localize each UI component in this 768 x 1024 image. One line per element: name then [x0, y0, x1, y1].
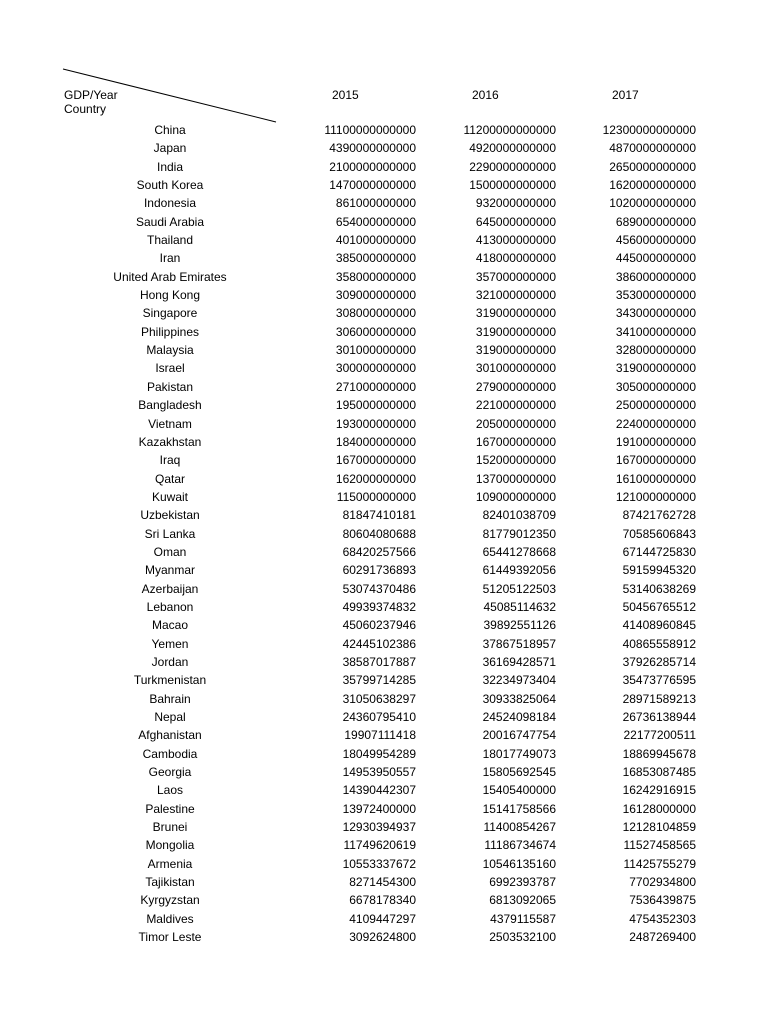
gdp-2016-cell: 319000000000: [475, 324, 556, 339]
country-cell: Tajikistan: [145, 875, 195, 890]
country-cell: Yemen: [151, 636, 189, 651]
gdp-2016-cell: 418000000000: [475, 251, 556, 266]
gdp-2017-cell: 121000000000: [615, 489, 696, 504]
gdp-2016-cell: 167000000000: [475, 434, 556, 449]
gdp-2016-cell: 932000000000: [475, 196, 556, 211]
table-row: [0, 396, 768, 414]
gdp-2016-cell: 137000000000: [475, 471, 556, 486]
country-cell: Sri Lanka: [144, 526, 196, 541]
table-row: [0, 745, 768, 763]
gdp-2015-cell: 308000000000: [335, 306, 416, 321]
gdp-2017-cell: 12128104859: [622, 820, 696, 835]
gdp-2016-cell: 24524098184: [482, 710, 556, 724]
gdp-2017-cell: 386000000000: [615, 269, 696, 284]
gdp-2016-cell: 30933825064: [482, 691, 556, 706]
country-cell: Myanmar: [144, 563, 195, 578]
table-row: [0, 231, 768, 249]
gdp-2015-cell: 18049954289: [342, 746, 416, 761]
gdp-2017-cell: 18869945678: [622, 746, 696, 761]
gdp-2015-cell: 81847410181: [342, 508, 416, 523]
gdp-2016-cell: 205000000000: [475, 416, 556, 431]
table-row: [0, 158, 768, 176]
table-row: [0, 580, 768, 598]
gdp-2017-cell: 12300000000000: [602, 123, 696, 137]
gdp-2016-cell: 45085114632: [483, 599, 556, 614]
gdp-2017-cell: 4754352303: [629, 911, 696, 926]
gdp-2017-cell: 305000000000: [615, 379, 696, 394]
gdp-2016-cell: 18017749073: [482, 746, 556, 761]
gdp-2016-cell: 10546135160: [482, 856, 556, 871]
gdp-2017-cell: 445000000000: [615, 251, 696, 266]
gdp-2015-cell: 195000000000: [335, 398, 416, 413]
table-row: [0, 213, 768, 231]
gdp-2015-cell: 53074370486: [342, 581, 416, 596]
gdp-2015-cell: 401000000000: [335, 233, 416, 248]
country-cell: India: [156, 159, 184, 174]
year-header-2016: 2016: [472, 88, 499, 102]
table-row: [0, 873, 768, 891]
country-cell: Turkmenistan: [133, 673, 207, 688]
table-row: [0, 268, 768, 286]
table-row: [0, 121, 768, 139]
gdp-2016-cell: 357000000000: [475, 269, 556, 284]
year-header-2015: 2015: [332, 88, 359, 102]
gdp-2017-cell: 87421762728: [622, 508, 696, 523]
gdp-2017-cell: 353000000000: [615, 288, 696, 303]
gdp-2015-cell: 306000000000: [335, 324, 416, 339]
year-header-2017: 2017: [612, 88, 639, 102]
table-row: [0, 433, 768, 451]
gdp-2015-cell: 49939374832: [342, 599, 416, 614]
country-cell: Macao: [151, 618, 189, 633]
gdp-2015-cell: 24360795410: [342, 710, 416, 724]
gdp-2015-cell: 115000000000: [336, 489, 416, 504]
gdp-2016-cell: 413000000000: [475, 233, 556, 248]
gdp-2016-cell: 20016747754: [482, 728, 556, 743]
gdp-2017-cell: 16853087485: [622, 765, 696, 780]
gdp-2015-cell: 42445102386: [342, 636, 416, 651]
country-cell: Hong Kong: [139, 288, 201, 303]
gdp-2015-cell: 11100000000000: [324, 123, 416, 137]
gdp-2017-cell: 319000000000: [615, 361, 696, 376]
country-cell: Israel: [155, 361, 185, 376]
gdp-2015-cell: 80604080688: [342, 526, 416, 541]
country-cell: China: [154, 123, 186, 137]
country-cell: Cambodia: [142, 746, 198, 761]
country-cell: Thailand: [146, 233, 194, 248]
table-row: [0, 341, 768, 359]
gdp-2016-cell: 152000000000: [475, 453, 556, 468]
gdp-2016-cell: 321000000000: [475, 288, 556, 303]
country-cell: Azerbaijan: [141, 581, 199, 596]
gdp-2017-cell: 67144725830: [622, 544, 696, 559]
corner-header-cell: [64, 88, 118, 116]
gdp-2016-cell: 301000000000: [475, 361, 556, 376]
gdp-2015-cell: 19907111418: [344, 728, 416, 743]
country-cell: Kyrgyzstan: [140, 893, 200, 908]
gdp-2015-cell: 14390442307: [342, 783, 416, 798]
gdp-2016-cell: 2503532100: [489, 930, 556, 945]
gdp-2017-cell: 35473776595: [622, 673, 696, 688]
gdp-2016-cell: 65441278668: [482, 544, 556, 559]
country-cell: Maldives: [146, 911, 194, 926]
table-row: [0, 910, 768, 928]
table-row: [0, 653, 768, 671]
table-row: [0, 616, 768, 634]
table-row: [0, 323, 768, 341]
gdp-2016-cell: 319000000000: [475, 343, 556, 358]
table-row: [0, 855, 768, 873]
table-row: [0, 818, 768, 836]
gdp-2015-cell: 301000000000: [335, 343, 416, 358]
gdp-2016-cell: 1500000000000: [469, 178, 556, 193]
country-cell: Bangladesh: [138, 398, 202, 413]
table-row: [0, 470, 768, 488]
table-row: [0, 451, 768, 469]
country-cell: South Korea: [136, 178, 204, 193]
gdp-2015-cell: 193000000000: [335, 416, 416, 431]
gdp-2015-cell: 13972400000: [342, 801, 416, 816]
table-row: [0, 525, 768, 543]
gdp-2016-cell: 645000000000: [475, 214, 556, 229]
gdp-2016-cell: 6992393787: [489, 875, 556, 890]
gdp-2017-cell: 53140638269: [622, 581, 696, 596]
table-row: [0, 708, 768, 726]
gdp-2015-cell: 271000000000: [335, 379, 416, 394]
gdp-2017-cell: 1620000000000: [609, 178, 696, 193]
gdp-2015-cell: 385000000000: [335, 251, 416, 266]
gdp-2015-cell: 4109447297: [349, 911, 416, 926]
table-row: [0, 139, 768, 157]
gdp-2016-cell: 4920000000000: [469, 141, 556, 156]
gdp-2016-cell: 319000000000: [475, 306, 556, 321]
gdp-2017-cell: 11527458565: [623, 838, 696, 853]
table-row: [0, 891, 768, 909]
gdp-2015-cell: 8271454300: [349, 875, 416, 890]
gdp-2017-cell: 2650000000000: [609, 159, 696, 174]
gdp-2015-cell: 38587017887: [342, 654, 416, 669]
gdp-2015-cell: 4390000000000: [329, 141, 416, 156]
gdp-2015-cell: 2100000000000: [329, 159, 416, 174]
table-row: [0, 176, 768, 194]
gdp-2016-cell: 11186734674: [484, 838, 556, 853]
gdp-2015-cell: 300000000000: [335, 361, 416, 376]
gdp-2016-cell: 36169428571: [482, 654, 556, 669]
gdp-2015-cell: 861000000000: [335, 196, 416, 211]
gdp-2015-cell: 309000000000: [335, 288, 416, 303]
country-cell: Iran: [159, 251, 181, 266]
country-cell: Bahrain: [149, 691, 191, 706]
gdp-2016-cell: 61449392056: [482, 563, 556, 578]
country-cell: Vietnam: [148, 416, 192, 431]
header-diagonal-divider: [0, 0, 768, 140]
gdp-2015-cell: 35799714285: [342, 673, 416, 688]
gdp-2017-cell: 328000000000: [615, 343, 696, 358]
gdp-2017-cell: 4870000000000: [609, 141, 696, 156]
country-cell: United Arab Emirates: [113, 269, 227, 284]
gdp-2017-cell: 250000000000: [615, 398, 696, 413]
gdp-2017-cell: 11425755279: [623, 856, 696, 871]
gdp-2015-cell: 6678178340: [349, 893, 416, 908]
country-cell: Philippines: [140, 324, 200, 339]
country-cell: Indonesia: [143, 196, 197, 211]
gdp-2017-cell: 70585606843: [622, 526, 696, 541]
gdp-2015-cell: 3092624800: [349, 930, 416, 945]
table-row: [0, 506, 768, 524]
country-cell: Armenia: [147, 856, 193, 871]
country-cell: Japan: [153, 141, 187, 156]
gdp-2015-cell: 68420257566: [342, 544, 416, 559]
gdp-2016-cell: 15405400000: [482, 783, 556, 798]
table-row: [0, 286, 768, 304]
country-cell: Laos: [156, 783, 184, 798]
table-row: [0, 415, 768, 433]
table-row: [0, 726, 768, 744]
country-cell: Singapore: [142, 306, 198, 321]
table-row: [0, 249, 768, 267]
gdp-2017-cell: 7536439875: [629, 893, 696, 908]
table-row: [0, 378, 768, 396]
gdp-2017-cell: 50456765512: [622, 599, 696, 614]
gdp-2017-cell: 16128000000: [622, 801, 696, 816]
table-body: [0, 121, 768, 946]
country-cell: Jordan: [151, 654, 189, 669]
gdp-2017-cell: 28971589213: [622, 691, 696, 706]
gdp-2017-cell: 16242916915: [622, 783, 696, 798]
table-row: [0, 194, 768, 212]
country-cell: Nepal: [154, 710, 186, 724]
country-cell: Mongolia: [145, 838, 195, 853]
gdp-2015-cell: 167000000000: [335, 453, 416, 468]
table-row: [0, 928, 768, 946]
gdp-2015-cell: 60291736893: [342, 563, 416, 578]
country-cell: Pakistan: [146, 379, 194, 394]
table-row: [0, 690, 768, 708]
gdp-2017-cell: 343000000000: [615, 306, 696, 321]
gdp-2015-cell: 1470000000000: [329, 178, 416, 193]
gdp-2015-cell: 12930394937: [342, 820, 416, 835]
gdp-2015-cell: 654000000000: [335, 214, 416, 229]
table-row: [0, 635, 768, 653]
gdp-2017-cell: 26736138944: [622, 710, 696, 724]
gdp-2016-cell: 37867518957: [482, 636, 556, 651]
country-cell: Timor Leste: [138, 930, 202, 945]
gdp-2016-cell: 51205122503: [482, 581, 556, 596]
country-cell: Kuwait: [151, 489, 189, 504]
gdp-2015-cell: 184000000000: [335, 434, 416, 449]
gdp-2017-cell: 40865558912: [622, 636, 696, 651]
gdp-2017-cell: 37926285714: [622, 654, 696, 669]
country-cell: Afghanistan: [138, 728, 202, 743]
gdp-2017-cell: 224000000000: [615, 416, 696, 431]
gdp-2017-cell: 2487269400: [629, 930, 696, 945]
gdp-2016-cell: 11400854267: [483, 820, 556, 835]
table-row: [0, 671, 768, 689]
gdp-2016-cell: 221000000000: [475, 398, 556, 413]
table-row: [0, 763, 768, 781]
gdp-2017-cell: 689000000000: [615, 214, 696, 229]
gdp-2015-cell: 45060237946: [342, 618, 416, 633]
table-row: [0, 543, 768, 561]
country-cell: Malaysia: [146, 343, 194, 358]
table-row: [0, 598, 768, 616]
table-row: [0, 359, 768, 377]
gdp-2015-cell: 358000000000: [335, 269, 416, 284]
gdp-2016-cell: 279000000000: [475, 379, 556, 394]
country-cell: Kazakhstan: [138, 434, 202, 449]
gdp-2016-cell: 82401038709: [482, 508, 556, 523]
country-cell: Oman: [153, 544, 187, 559]
table-row: [0, 488, 768, 506]
table-row: [0, 800, 768, 818]
gdp-2017-cell: 22177200511: [623, 728, 696, 743]
table-row: [0, 304, 768, 322]
country-cell: Qatar: [154, 471, 185, 486]
gdp-2017-cell: 167000000000: [615, 453, 696, 468]
gdp-2017-cell: 456000000000: [615, 233, 696, 248]
gdp-2017-cell: 59159945320: [622, 563, 696, 578]
gdp-2016-cell: 2290000000000: [469, 159, 556, 174]
country-cell: Georgia: [148, 765, 192, 780]
gdp-2015-cell: 162000000000: [335, 471, 416, 486]
gdp-2016-cell: 15805692545: [482, 765, 556, 780]
country-cell: Brunei: [152, 820, 188, 835]
table-row: [0, 836, 768, 854]
gdp-2016-cell: 15141758566: [482, 801, 556, 816]
gdp-2015-cell: 11749620619: [343, 838, 416, 853]
gdp-2015-cell: 10553337672: [342, 856, 416, 871]
gdp-2016-cell: 6813092065: [489, 893, 556, 908]
corner-label-country: Country: [64, 102, 107, 116]
gdp-2015-cell: 31050638297: [342, 691, 416, 706]
country-cell: Iraq: [159, 453, 181, 468]
corner-label-gdp-year: GDP/Year: [64, 88, 118, 102]
table-row: [0, 781, 768, 799]
gdp-2017-cell: 341000000000: [615, 324, 696, 339]
gdp-2017-cell: 161000000000: [615, 471, 696, 486]
table-row: [0, 561, 768, 579]
gdp-2016-cell: 11200000000000: [463, 123, 556, 137]
gdp-2017-cell: 41408960845: [622, 618, 696, 633]
gdp-2016-cell: 81779012350: [482, 526, 556, 541]
country-cell: Saudi Arabia: [135, 214, 205, 229]
gdp-2017-cell: 1020000000000: [609, 196, 696, 211]
gdp-2015-cell: 14953950557: [342, 765, 416, 780]
gdp-2016-cell: 32234973404: [482, 673, 556, 688]
country-cell: Lebanon: [146, 599, 194, 614]
gdp-2016-cell: 39892551126: [483, 618, 556, 633]
gdp-2016-cell: 4379115587: [490, 911, 556, 926]
gdp-2017-cell: 191000000000: [615, 434, 696, 449]
gdp-2016-cell: 109000000000: [475, 489, 556, 504]
country-cell: Uzbekistan: [140, 508, 200, 523]
country-cell: Palestine: [145, 801, 195, 816]
gdp-2017-cell: 7702934800: [629, 875, 696, 890]
